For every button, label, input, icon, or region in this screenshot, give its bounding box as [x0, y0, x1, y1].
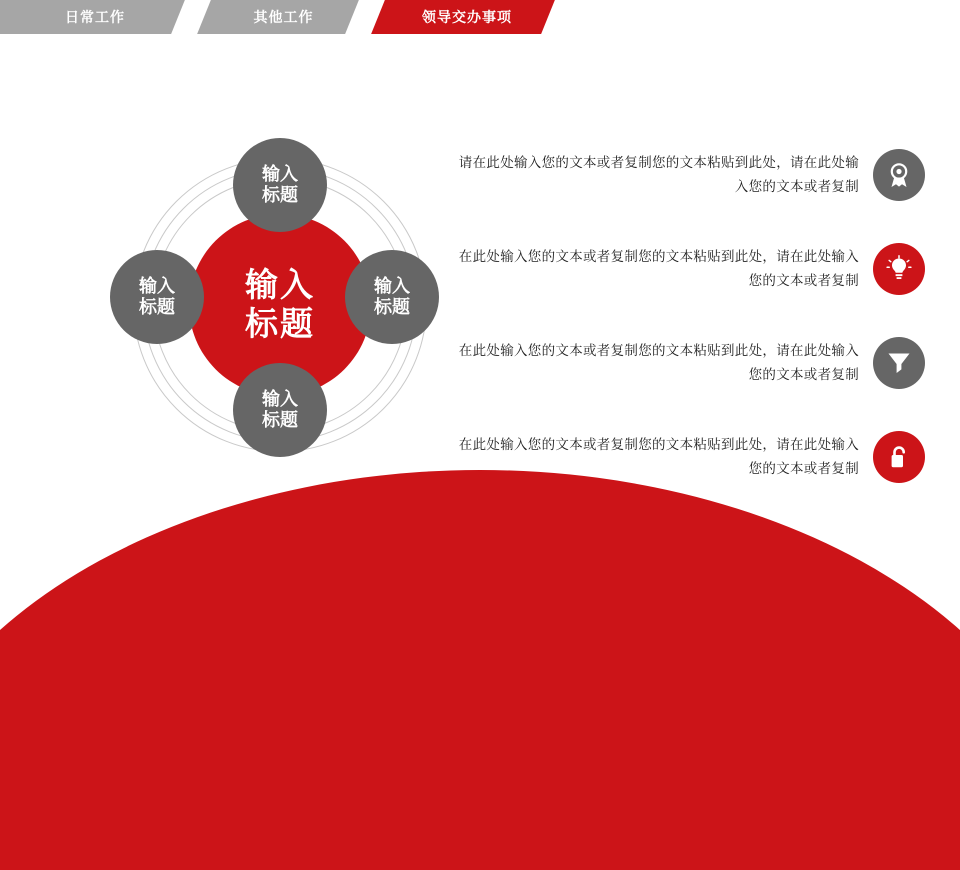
- node-label-line2: 标题: [262, 410, 298, 430]
- tab-label: 日常工作: [65, 9, 125, 25]
- tab-label: 其他工作: [253, 9, 314, 25]
- node-label-line1: 输入: [139, 275, 175, 296]
- content-row: [455, 128, 925, 222]
- diagram-node-top[interactable]: [233, 138, 327, 232]
- tab-daily-work[interactable]: [0, 0, 190, 34]
- tab-label: 领导交办事项: [422, 9, 512, 25]
- node-label-line2: 标题: [139, 297, 175, 317]
- bottom-decorative-arc: [0, 470, 960, 870]
- node-label-line1: 输入: [262, 388, 298, 409]
- top-tab-bar: [0, 0, 960, 34]
- row-text: 在此处输入您的文本或者复制您的文本粘贴到此处，请在此处输入您的文本或者复制: [458, 249, 859, 288]
- unlock-icon[interactable]: [873, 431, 925, 483]
- center-node-label-line1: 输入: [245, 266, 315, 304]
- node-label-line1: 输入: [262, 163, 298, 184]
- node-label-line2: 标题: [262, 185, 298, 205]
- center-node-label-line2: 标题: [245, 305, 315, 342]
- row-text: 在此处输入您的文本或者复制您的文本粘贴到此处，请在此处输入您的文本或者复制: [458, 343, 859, 382]
- tab-bar-filler: [555, 0, 960, 34]
- node-label-line2: 标题: [374, 297, 410, 317]
- diagram-node-right[interactable]: [345, 250, 439, 344]
- diagram-node-left[interactable]: [110, 250, 204, 344]
- diagram-node-bottom[interactable]: [233, 363, 327, 457]
- lightbulb-icon[interactable]: [873, 243, 925, 295]
- badge-icon[interactable]: [873, 149, 925, 201]
- content-row: [455, 316, 925, 410]
- node-label-line1: 输入: [374, 275, 410, 296]
- content-rows: [455, 128, 925, 504]
- funnel-icon[interactable]: [873, 337, 925, 389]
- content-row: [455, 222, 925, 316]
- row-text: 请在此处输入您的文本或者复制您的文本粘贴到此处，请在此处输入您的文本或者复制: [458, 155, 859, 194]
- tab-other-work[interactable]: [190, 0, 365, 34]
- row-text: 在此处输入您的文本或者复制您的文本粘贴到此处，请在此处输入您的文本或者复制: [458, 437, 859, 476]
- circular-diagram: [90, 115, 470, 495]
